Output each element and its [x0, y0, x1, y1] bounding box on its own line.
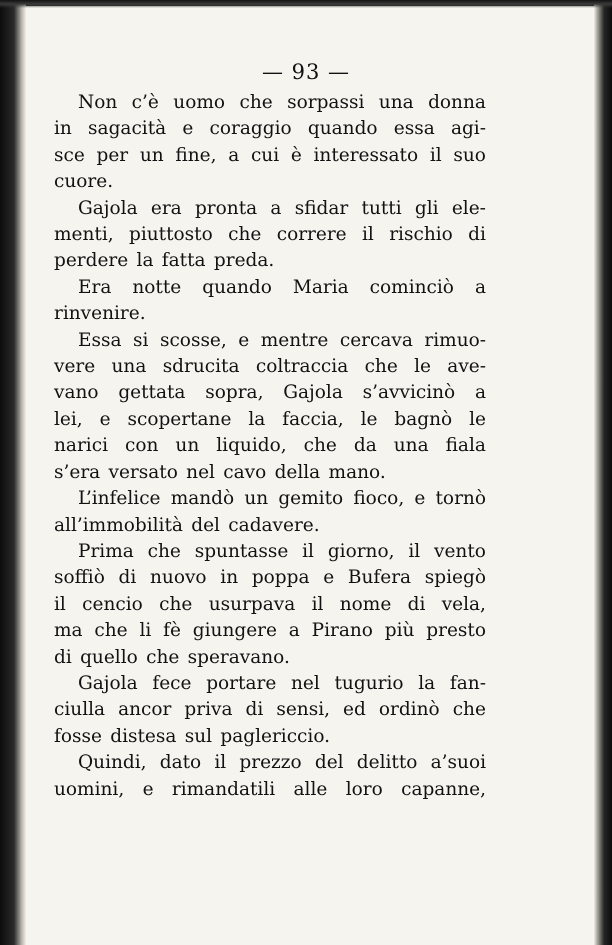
text-line: lei, e scopertane la faccia, le bagnò le [54, 408, 486, 430]
book-gutter-left [0, 0, 26, 945]
text-line: fosse distesa sul paglericcio. [54, 725, 331, 747]
text-line: all’immobilità del cadavere. [54, 514, 320, 536]
text-line: ma che li fè giungere a Pirano più presto [54, 620, 486, 642]
text-line: vere una sdrucita coltraccia che le ave- [54, 356, 486, 378]
text-line: il cencio che usurpava il nome di vela, [54, 593, 486, 615]
text-line: rinvenire. [54, 303, 146, 325]
text-line: in sagacità e coraggio quando essa agi- [54, 118, 486, 140]
body-text [54, 90, 486, 803]
text-line: Gajola fece portare nel tugurio la fan- [78, 672, 486, 694]
text-line: cuore. [54, 171, 114, 193]
text-line: perdere la fatta preda. [54, 250, 275, 272]
text-line: narici con un liquido, che da una fiala [54, 435, 486, 457]
text-line: Quindi, dato il prezzo del delitto a’suoi [78, 752, 486, 774]
text-line: Non c’è uomo che sorpassi una donna [78, 92, 486, 113]
book-edge-top [0, 0, 612, 8]
text-line: Gajola era pronta a sfidar tutti gli ele- [78, 197, 486, 219]
text-line: s’era versato nel cavo della mano. [54, 461, 386, 483]
text-line: Essa si scosse, e mentre cercava rimuo- [78, 329, 486, 351]
text-line: sce per un fine, a cui è interessato il suo [54, 144, 486, 166]
text-line: menti, piuttosto che correre il rischio di [54, 224, 486, 246]
book-edge-right [594, 0, 612, 945]
text-line: L’infelice mandò un gemito fioco, e tornò [78, 488, 486, 510]
text-line: vano gettata sopra, Gajola s’avvicinò a [54, 382, 486, 404]
text-line: Prima che spuntasse il giorno, il vento [78, 540, 486, 562]
text-line: Era notte quando Maria cominciò a [78, 276, 486, 298]
text-line: soffiò di nuovo in poppa e Bufera spiegò [54, 567, 486, 589]
text-line: uomini, e rimandatili alle loro capanne, [54, 778, 486, 800]
page-number: — 93 — [261, 60, 351, 84]
text-line: ciulla ancor priva di sensi, ed ordinò che [54, 699, 486, 721]
text-line: di quello che speravano. [54, 646, 290, 668]
